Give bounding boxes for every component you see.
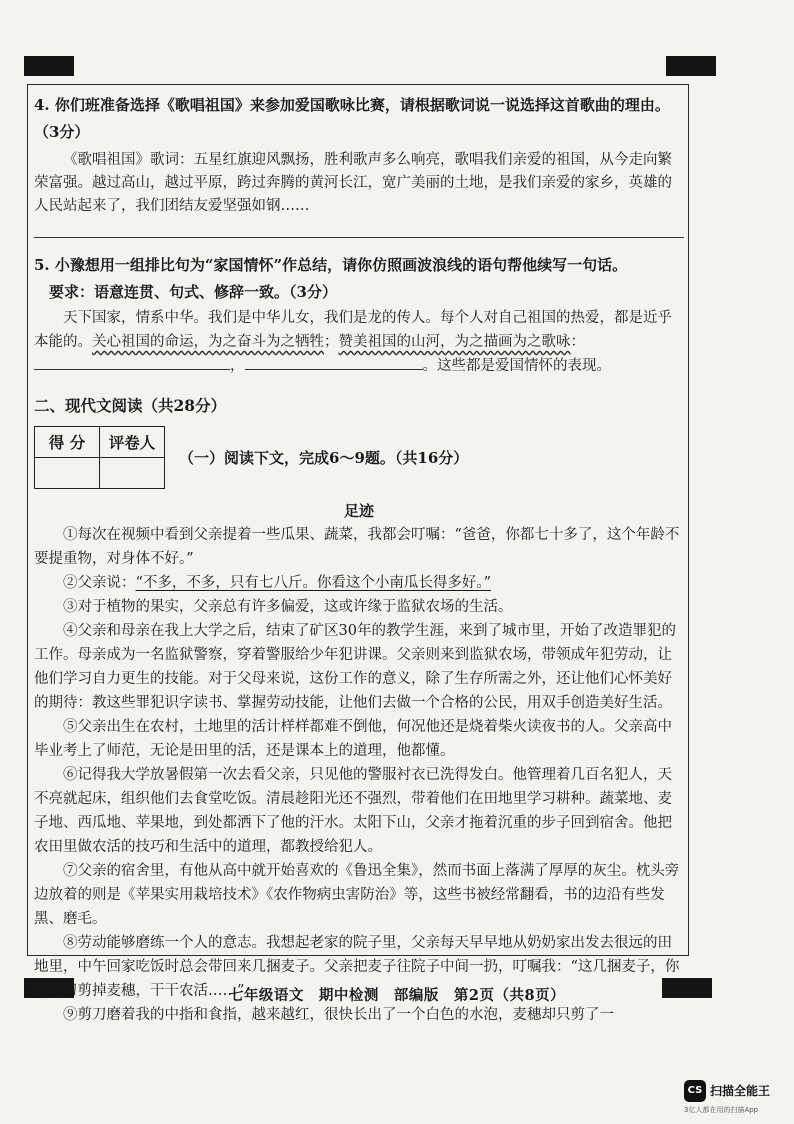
paragraph: ⑧劳动能够磨练一个人的意志。我想起老家的院子里，父亲每天早早地从奶奶家出发去很远的田地里，中午回家吃饭时总会带回来几捆麦子。父亲把麦子往院子中间一扔，叮嘱我：“这几捆麦子，你用剪刀剪掉麦穗，干干农活……”	[34, 935, 680, 999]
article-body	[34, 523, 684, 1027]
question-5-prompt: 5. 小豫想用一组排比句为“家国情怀”作总结，请你仿照画波浪线的语句帮他续写一句话。	[34, 256, 628, 274]
wavy-sentence-1: 关心祖国的命运，为之奋斗为之牺牲	[92, 334, 324, 350]
camscanner-logo-icon: CS	[684, 1080, 706, 1102]
watermark-brand: 扫描全能王	[710, 1084, 771, 1098]
registration-mark-top-right	[666, 56, 716, 76]
question-4	[34, 92, 684, 238]
fill-blank-1[interactable]	[34, 355, 230, 370]
paragraph: ⑤父亲出生在农村，土地里的活计样样都难不倒他，何况他还是烧着柴火读夜书的人。父亲高中毕业考上了师范，无论是田里的活，还是课本上的道理，他都懂。	[34, 719, 672, 759]
paragraph: ⑥记得我大学放暑假第一次去看父亲，只见他的警服衬衣已洗得发白。他管理着几百名犯人，天不亮就起床，组织他们去食堂吃饭。清晨趁阳光还不强烈，带着他们在田地里学习耕种。蔬菜地、麦子地、西瓜地、苹果地，到处都洒下了他的汗水。太阳下山，父亲才拖着沉重的步子回到宿舍。他把农田里做农活的技巧和生活中的道理，都教授给犯人。	[34, 767, 672, 855]
punct: ：	[570, 334, 585, 350]
question-5	[34, 252, 684, 378]
passage-text: 。这些都是爱国情怀的表现。	[422, 358, 611, 374]
question-5-passage	[34, 306, 684, 378]
paragraph-text: ②父亲说：	[63, 575, 136, 591]
question-4-prompt: 4. 你们班准备选择《歌唱祖国》来参加爱国歌咏比赛，请根据歌词说一说选择这首歌曲的理由。（3分）	[34, 96, 670, 141]
paragraph: ⑨剪刀磨着我的中指和食指，越来越红，很快长出了一个白色的水泡，麦穗却只剪了一	[63, 1007, 614, 1023]
wavy-sentence-2: 赞美祖国的山河，为之描画为之歌咏	[338, 334, 571, 350]
exam-content	[34, 92, 684, 1027]
article-title: 足迹	[343, 502, 374, 520]
passage-text: 天下国家，情系中华。我们是中华儿女，我们是龙的传人。每个人对自己祖国的热爱，都是近乎本能的。	[34, 310, 672, 350]
paragraph: ④父亲和母亲在我上大学之后，结束了矿区30年的教学生涯，来到了城市里，开始了改造罪犯的工作。母亲成为一名监狱警察，穿着警服给少年犯讲课。父亲则来到监狱农场，带领成年犯劳动，让他们学习自力更生的技能。对于父母来说，这份工作的意义，除了生存所需之外，还让他们心怀美好的期待：教这些罪犯识字读书、掌握劳动技能，让他们去做一个合格的公民，用双手创造美好生活。	[34, 623, 676, 711]
fill-blank-2[interactable]	[245, 355, 423, 370]
scanner-watermark	[684, 1080, 790, 1116]
score-table	[34, 426, 165, 489]
watermark-tagline: 3亿人都在用的扫描App	[684, 1106, 759, 1114]
answer-line[interactable]	[34, 218, 684, 238]
punct: ，	[230, 358, 245, 374]
question-4-lyric: 《歌唱祖国》歌词：五星红旗迎风飘扬，胜利歌声多么响亮，歌唱我们亲爱的祖国，从今走向繁荣富强。越过高山，越过平原，跨过奔腾的黄河长江，宽广美丽的土地，是我们亲爱的家乡，英雄的人民站起来了，我们团结友爱坚强如钢……	[34, 152, 672, 214]
registration-mark-top-left	[24, 56, 74, 76]
score-cell[interactable]	[35, 458, 100, 489]
section-heading: 二、现代文阅读（共28分）	[34, 396, 227, 415]
grader-label: 评卷人	[100, 427, 165, 458]
question-5-requirement: 要求：语意连贯、句式、修辞一致。（3分）	[49, 283, 337, 301]
paragraph: ①每次在视频中看到父亲提着一些瓜果、蔬菜，我都会叮嘱：“爸爸，你都七十多了，这个年龄不要提重物，对身体不好。”	[34, 527, 680, 567]
underlined-quote: “不多，不多，只有七八斤。你看这个小南瓜长得多好。”	[135, 575, 492, 591]
score-label: 得 分	[35, 427, 100, 458]
paragraph	[34, 571, 684, 595]
grader-cell[interactable]	[100, 458, 165, 489]
paragraph: ⑦父亲的宿舍里，有他从高中就开始喜欢的《鲁迅全集》，然而书面上落满了厚厚的灰尘。枕头旁边放着的则是《苹果实用栽培技术》《农作物病虫害防治》等，这些书被经常翻看，书的边沿有些发黑、磨毛。	[34, 863, 680, 927]
punct: ；	[324, 334, 339, 350]
score-row	[34, 426, 684, 489]
page-footer: 七年级语文 期中检测 部编版 第2页（共8页）	[228, 987, 566, 1004]
paragraph: ③对于植物的果实，父亲总有许多偏爱，这或许缘于监狱农场的生活。	[63, 599, 513, 615]
subsection-instruction: （一）阅读下文，完成6～9题。（共16分）	[179, 449, 469, 467]
